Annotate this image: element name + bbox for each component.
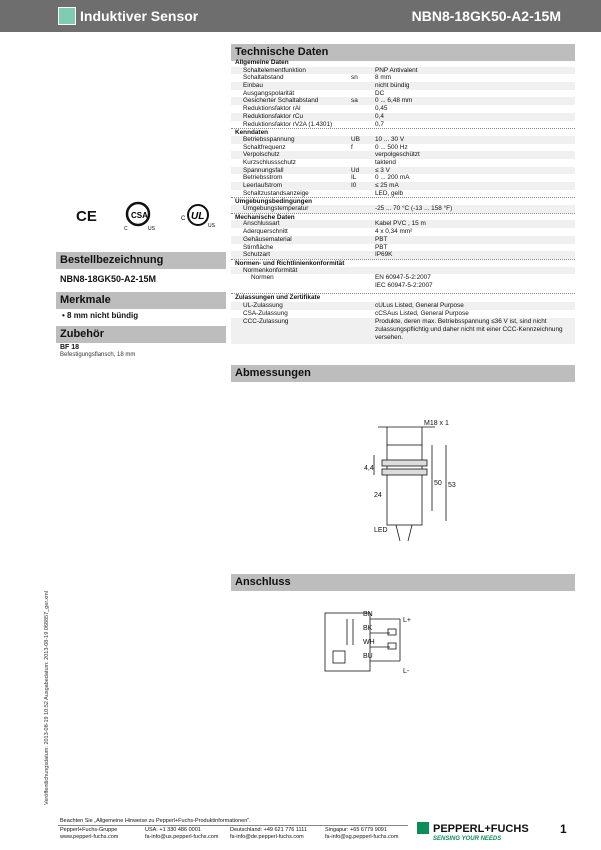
header-bar <box>0 0 601 32</box>
group-zulassungen: Zulassungen und Zertifikate <box>231 293 575 301</box>
accessory-desc: Befestigungsflansch, 18 mm <box>60 352 136 358</box>
table-row: Reduktionsfaktor rAl 0,45 <box>243 105 388 113</box>
table-row: Anschlussart Kabel PVC , 15 m <box>231 220 575 228</box>
table-row: Schaltfrequenz f 0 ... 500 Hz <box>243 143 408 151</box>
table-row: Reduktionsfaktor rV2A (1.4301) 0,7 <box>243 120 384 128</box>
footer-col-usa: USA: +1 330 486 0001 fa-info@us.pepperl-fuchs.com <box>145 827 219 840</box>
dim-4-4: 4,4 <box>364 465 374 472</box>
csa-logo-icon <box>122 200 158 232</box>
table-row: Stirnfläche PBT <box>243 243 388 251</box>
table-row: IEC 60947-5-2:2007 <box>375 281 433 289</box>
section-bestellbezeichnung: Bestellbezeichnung <box>56 252 226 269</box>
table-row: Leerlaufstrom I0 ≤ 25 mA <box>231 182 575 190</box>
supply-plus: L+ <box>403 617 411 624</box>
table-row: UL-Zulassung cULus Listed, General Purpose <box>231 302 575 310</box>
svg-text:UL: UL <box>191 211 205 222</box>
svg-text:US: US <box>208 223 215 229</box>
dim-53: 53 <box>448 482 456 489</box>
section-zubehoer: Zubehör <box>56 326 226 343</box>
table-row: Gehäusematerial PBT <box>231 236 575 244</box>
accessory-name: BF 18 <box>60 344 80 351</box>
table-row: Verpolschutz verpolgeschützt <box>231 151 575 159</box>
dimension-drawing <box>340 415 470 545</box>
section-merkmale: Merkmale <box>56 292 226 309</box>
dim-24: 24 <box>374 492 382 499</box>
footer-note: Beachten Sie „Allgemeine Hinweise zu Pepperl+Fuchs-Produktinformationen". <box>60 818 251 824</box>
brand-name: PEPPERL+FUCHS <box>433 823 529 835</box>
table-row: Schutzart IP69K <box>231 251 575 259</box>
wire-bn: BN <box>363 611 373 618</box>
section-technische-daten: Technische Daten <box>231 44 575 61</box>
page-number: 1 <box>560 822 567 836</box>
table-row: Spannungsfall Ud ≤ 3 V <box>231 167 575 175</box>
feature-item: • 8 mm nicht bündig <box>62 311 139 320</box>
tech-data-table <box>231 59 575 344</box>
table-row: Betriebsstrom IL 0 ... 200 mA <box>243 174 410 182</box>
brand-tagline: SENSING YOUR NEEDS <box>433 836 502 842</box>
section-anschluss: Anschluss <box>231 574 575 591</box>
dim-50: 50 <box>434 480 442 487</box>
table-row: Schaltelementfunktion PNP Antivalent <box>231 67 575 75</box>
ul-logo-icon <box>178 203 218 229</box>
table-row: CCC-Zulassung Produkte, deren max. Betriebsspannung ≤36 V ist, sind nicht zulassungspflichtig und daher nicht mit einer CCC-Kennzeichnung versehen. <box>231 318 575 344</box>
table-row: Ausgangspolarität DC <box>243 89 385 97</box>
wiring-diagram <box>315 605 425 685</box>
table-row: Umgebungstemperatur -25 ... 70 °C (-13 ... 158 °F) <box>231 205 575 213</box>
supply-minus: L- <box>403 668 410 675</box>
svg-text:CSA: CSA <box>131 211 148 220</box>
footer-col-de: Deutschland: +49 621 776 1111 fa-info@de.pepperl-fuchs.com <box>230 827 307 840</box>
group-umgebungsbedingungen: Umgebungsbedingungen <box>231 197 575 205</box>
table-row: Einbau nicht bündig <box>231 82 575 90</box>
table-row: Aderquerschnitt 4 x 0,34 mm² <box>243 228 413 236</box>
brand-square-icon <box>58 7 76 25</box>
doc-title: Induktiver Sensor <box>80 8 199 24</box>
footer-col-group: Pepperl+Fuchs-Gruppe www.pepperl-fuchs.com <box>60 827 119 840</box>
order-code: NBN8-18GK50-A2-15M <box>60 274 157 284</box>
table-row: Reduktionsfaktor rCu 0,4 <box>231 113 575 121</box>
table-row: Schaltabstand sn 8 mm <box>243 74 391 82</box>
table-row: CSA-Zulassung cCSAus Listed, General Purpose <box>243 310 469 317</box>
brand-logo-icon <box>417 822 429 834</box>
wire-bu: BU <box>363 653 373 660</box>
group-normen: Normen- und Richtlinienkonformität <box>231 259 575 267</box>
side-metadata: Veröffentlichungsdatum: 2013-08-19 10:52 Ausgabedatum: 2013-08-19 068857_ger.xml <box>44 591 50 805</box>
group-kenndaten: Kenndaten <box>231 128 575 136</box>
wire-wh: WH <box>363 639 375 646</box>
section-abmessungen: Abmessungen <box>231 365 575 382</box>
dim-m18: M18 x 1 <box>424 420 449 427</box>
dim-led: LED <box>374 527 388 534</box>
table-row: Normen EN 60947-5-2:2007 <box>251 274 431 282</box>
svg-text:US: US <box>148 226 155 232</box>
footer-divider <box>58 825 408 826</box>
table-row: Betriebsspannung UB 10 ... 30 V <box>231 136 575 144</box>
wire-bk: BK <box>363 625 373 632</box>
footer-col-sg: Singapur: +65 6779 9091 fa-info@sg.pepperl-fuchs.com <box>325 827 399 840</box>
group-allgemeine-daten: Allgemeine Daten <box>235 59 289 66</box>
table-row: Gesicherter Schaltabstand sa 0 ... 6,48 mm <box>231 97 575 105</box>
table-row: Schaltzustandsanzeige LED, gelb <box>243 189 404 197</box>
svg-text:C: C <box>181 216 186 222</box>
group-mechanische-daten: Mechanische Daten <box>231 213 575 221</box>
table-row: Kurzschlussschutz taktend <box>243 158 396 166</box>
ce-mark-icon: CE <box>76 208 97 225</box>
product-code: NBN8-18GK50-A2-15M <box>411 8 561 24</box>
svg-text:C: C <box>124 226 128 232</box>
table-row: Normenkonformität <box>231 267 575 275</box>
